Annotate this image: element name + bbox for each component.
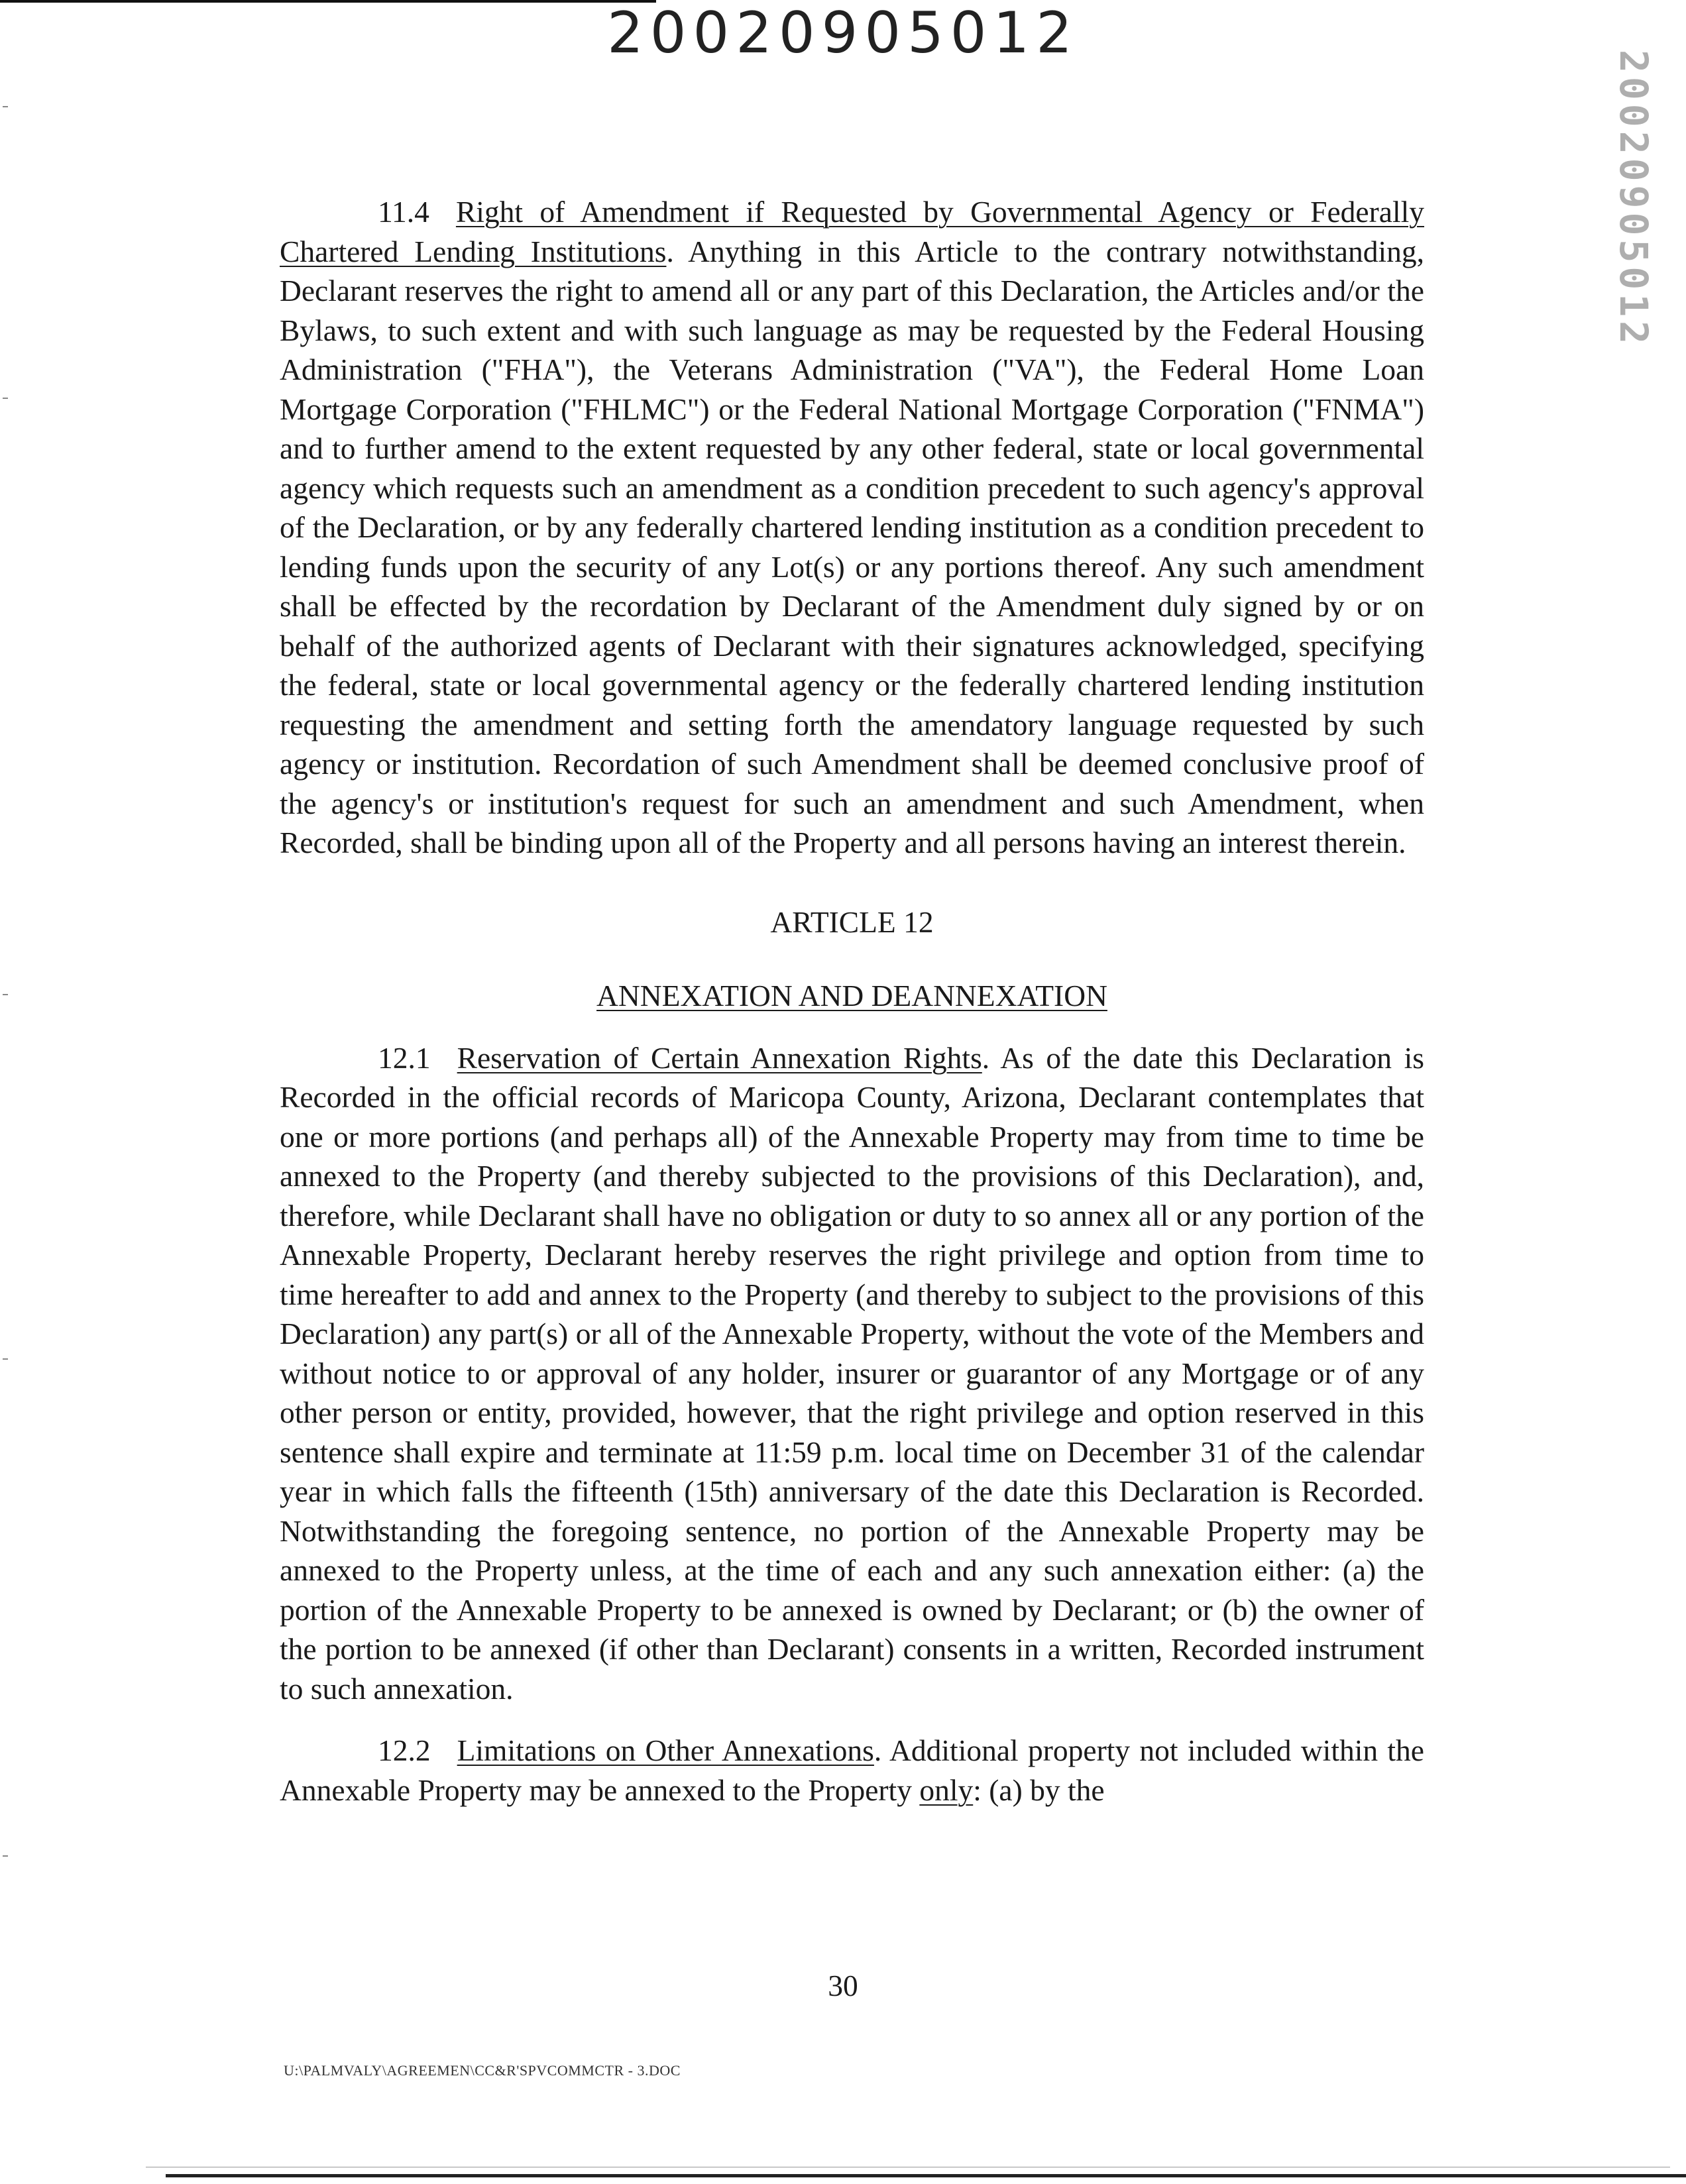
article-title-text: ANNEXATION AND DEANNEXATION	[596, 979, 1107, 1012]
section-body: . As of the date this Declaration is Recorded in the official records of Maricopa County, Arizona, Declarant contemplates that one or more portions (and perhaps all) of the Annexable Property may from time to time be annexed to the Property (and thereby subjected to the provisions of this Declaration), and, therefore, while Declarant shall have no obligation or duty to so annex all or any portion of the Annexable Property, Declarant hereby reserves the right privilege and option from time to time hereafter to add and annex to the Property (and thereby to subject to the provisions of this Declaration) any part(s) or all of the Annexable Property, without the vote of the Members and without notice to or approval of any holder, insurer or guarantor of any Mortgage or of any other person or entity, provided, however, that the right privilege and option reserved in this sentence shall expire and terminate at 11:59 p.m. local time on December 31 of the calendar year in which falls the fifteenth (15th) anniversary of the date this Declaration is Recorded. Notwithstanding the foregoing sentence, no portion of the Annexable Property may be annexed to the Property unless, at the time of each and any such annexation either: (a) the portion of the Annexable Property to be annexed is owned by Declarant; or (b) the owner of the portion to be annexed (if other than Declarant) consents in a written, Recorded instrument to such annexation.	[280, 1040, 1424, 1706]
section-body-start: . Additional property not included within the Annexable Property may be annexed to the Property	[280, 1733, 1424, 1807]
bottom-rule	[166, 2174, 1686, 2177]
section-11-4	[280, 192, 1424, 863]
document-body	[280, 192, 1424, 1810]
side-stamp-text: 20020905012	[1611, 49, 1656, 349]
page-number: 30	[828, 1969, 858, 2002]
article-title	[280, 976, 1424, 1016]
section-body: . Anything in this Article to the contrary notwithstanding, Declarant reserves the right to amend all or any part of this Declaration, the Articles and/or the Bylaws, to such extent and with such language as may be requested by the Federal Housing Administration ("FHA"), the Veterans Administration ("VA"), the Federal Home Loan Mortgage Corporation ("FHLMC") or the Federal National Mortgage Corporation ("FNMA") and to further amend to the extent requested by any other federal, state or local governmental agency which requests such an amendment as a condition precedent to such agency's approval of the Declaration, or by any federally chartered lending institution as a condition precedent to lending funds upon the security of any Lot(s) or any portions thereof. Any such amendment shall be effected by the recordation by Declarant of the Amendment duly signed by or on behalf of the authorized agents of Declarant with their signatures acknowledged, specifying the federal, state or local governmental agency or the federally chartered lending institution requesting the amendment and setting forth the amendatory language requested by such agency or institution. Recordation of such Amendment shall be deemed conclusive proof of the agency's or institution's request for such an amendment and such Amendment, when Recorded, shall be binding upon all of the Property and all persons having an interest therein.	[280, 234, 1424, 859]
section-body-end: : (a) by the	[973, 1773, 1105, 1807]
section-title: Right of Amendment if Requested by Governmental Agency or Federally Chartered Lending Institutions	[280, 195, 1424, 268]
article-label: ARTICLE 12	[770, 904, 934, 939]
margin-tick	[3, 106, 8, 107]
section-number: 11.4	[378, 195, 429, 229]
margin-tick	[3, 994, 8, 995]
section-12-2	[280, 1731, 1424, 1810]
file-path: U:\PALMVALY\AGREEMEN\CC&R'SPVCOMMCTR - 3.DOC	[284, 2062, 681, 2079]
margin-tick	[3, 1358, 8, 1360]
section-emphasis: only	[919, 1773, 974, 1807]
side-stamp	[1584, 49, 1683, 349]
margin-tick	[3, 398, 8, 399]
section-number: 12.2	[378, 1733, 431, 1767]
recording-number: 20020905012	[607, 0, 1079, 66]
section-12-1	[280, 1038, 1424, 1709]
section-number: 12.1	[378, 1040, 431, 1075]
section-title: Reservation of Certain Annexation Rights	[457, 1040, 982, 1075]
margin-tick	[3, 1855, 8, 1857]
section-title: Limitations on Other Annexations	[457, 1733, 874, 1767]
